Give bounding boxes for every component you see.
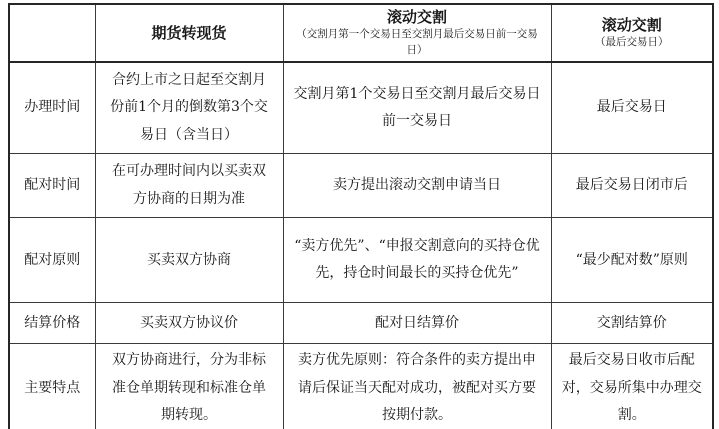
table-cell: 合约上市之日起至交割月份前1个月的倒数第3个交易日（含当日） xyxy=(95,62,283,154)
table-cell: 买卖双方协议价 xyxy=(95,303,283,344)
table-cell: 卖方提出滚动交割申请当日 xyxy=(283,154,551,218)
table-cell: 双方协商进行，分为非标准仓单期转现和标准仓单期转现。 xyxy=(95,344,283,429)
table-cell: 配对日结算价 xyxy=(283,303,551,344)
table-row-handling-time xyxy=(9,62,713,154)
table-row-matching-principle xyxy=(9,218,713,303)
table-row-main-features xyxy=(9,344,713,429)
row-label: 办理时间 xyxy=(9,62,95,154)
column-title: 滚动交割 xyxy=(601,15,662,34)
table-cell: 最后交易日闭市后 xyxy=(551,154,713,218)
row-label: 结算价格 xyxy=(9,303,95,344)
table-cell: 买卖双方协商 xyxy=(95,218,283,303)
table-cell: 交割结算价 xyxy=(551,303,713,344)
column-header-rolling-delivery xyxy=(283,4,551,62)
column-subtitle: （最后交易日） xyxy=(595,36,669,49)
table-cell: 交割月第1个交易日至交割月最后交易日前一交易日 xyxy=(283,62,551,154)
table-row-matching-time xyxy=(9,154,713,218)
table-cell: “最少配对数”原则 xyxy=(551,218,713,303)
table-row-settlement-price xyxy=(9,303,713,344)
column-subtitle: （交割月第一个交易日至交割月最后交易日前一交易日） xyxy=(296,28,538,56)
table-cell: 最后交易日 xyxy=(551,62,713,154)
delivery-comparison-table xyxy=(8,3,714,429)
row-label: 配对原则 xyxy=(9,218,95,303)
table-cell: “卖方优先”、“申报交割意向的买持仓优先，持仓时间最长的买持仓优先” xyxy=(283,218,551,303)
header-row xyxy=(9,4,713,62)
row-label: 主要特点 xyxy=(9,344,95,429)
corner-cell xyxy=(9,4,95,62)
column-header-futures-to-spot xyxy=(95,4,283,62)
column-title: 滚动交割 xyxy=(386,8,447,26)
table-cell: 在可办理时间内以买卖双方协商的日期为准 xyxy=(95,154,283,218)
column-header-rolling-delivery-last-day xyxy=(551,4,713,62)
row-label: 配对时间 xyxy=(9,154,95,218)
table-cell: 最后交易日收市后配对，交易所集中办理交割。 xyxy=(551,344,713,429)
table-cell: 卖方优先原则：符合条件的卖方提出申请后保证当天配对成功，被配对买方要按期付款。 xyxy=(283,344,551,429)
column-title: 期货转现货 xyxy=(151,23,227,42)
